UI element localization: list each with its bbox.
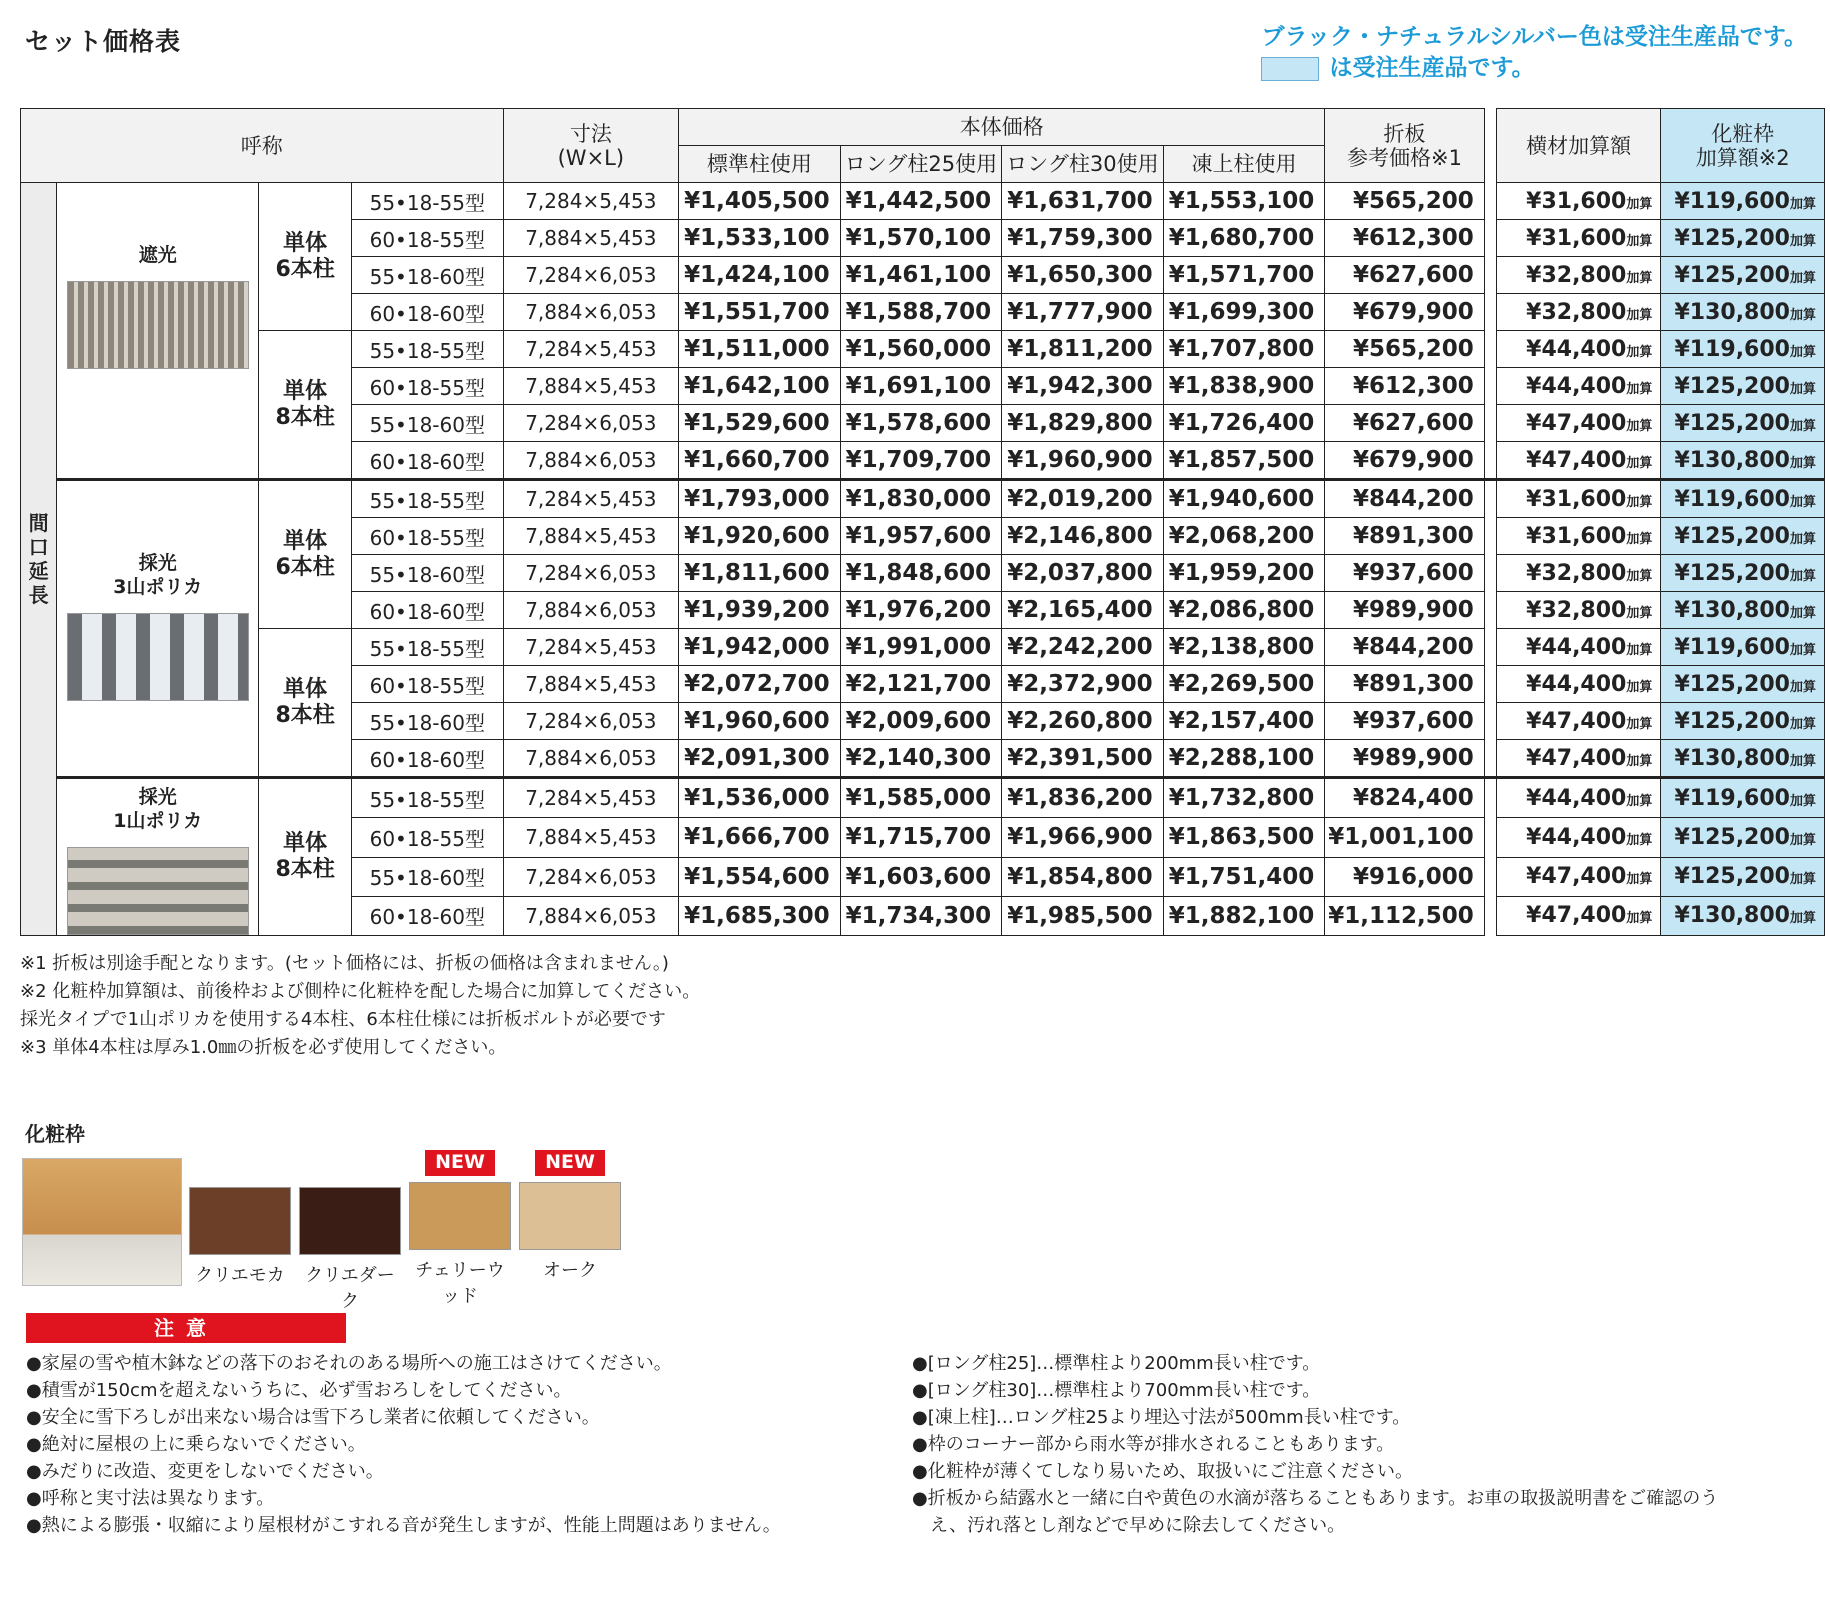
price-std: ¥1,811,600: [679, 555, 841, 592]
price-std: ¥2,072,700: [679, 666, 841, 703]
caution-label: 注意: [26, 1313, 346, 1343]
beam-add: ¥31,600加算: [1496, 518, 1661, 555]
caution-item: ●化粧枠が薄くてしなり易いため、取扱いにご注意ください。: [912, 1461, 1413, 1482]
frame-add: ¥125,200加算: [1661, 555, 1825, 592]
price-long25: ¥1,588,700: [840, 294, 1002, 331]
size: 7,284×5,453: [503, 629, 679, 666]
price-long25: ¥1,991,000: [840, 629, 1002, 666]
frame-add: ¥119,600加算: [1661, 331, 1825, 368]
price-frost: ¥1,751,400: [1163, 857, 1325, 896]
price-long30: ¥1,631,700: [1002, 183, 1164, 220]
price-long30: ¥2,019,200: [1002, 480, 1164, 518]
price-std: ¥1,660,700: [679, 442, 841, 480]
price-fold: ¥679,900: [1325, 294, 1485, 331]
roof-image: [67, 613, 249, 701]
beam-add: ¥47,400加算: [1496, 857, 1661, 896]
price-frost: ¥2,138,800: [1163, 629, 1325, 666]
size: 7,884×5,453: [503, 666, 679, 703]
price-fold: ¥612,300: [1325, 220, 1485, 257]
beam-add: ¥31,600加算: [1496, 183, 1661, 220]
roof-type-label: 遮光: [138, 244, 177, 266]
table-gap: [1484, 220, 1496, 257]
model: 55•18-60型: [352, 703, 503, 740]
post-count: 単体 8本柱: [259, 331, 352, 480]
beam-add: ¥44,400加算: [1496, 778, 1661, 818]
beam-add: ¥32,800加算: [1496, 592, 1661, 629]
swatch-label: チェリーウッド: [415, 1260, 505, 1307]
post-count: 単体 6本柱: [259, 183, 352, 331]
color-chip: [409, 1182, 511, 1250]
price-long30: ¥2,165,400: [1002, 592, 1164, 629]
price-long30: ¥1,829,800: [1002, 405, 1164, 442]
model: 55•18-60型: [352, 857, 503, 896]
table-row: [21, 480, 1825, 518]
price-long25: ¥2,121,700: [840, 666, 1002, 703]
size: 7,284×6,053: [503, 703, 679, 740]
price-frost: ¥1,838,900: [1163, 368, 1325, 405]
model: 55•18-55型: [352, 480, 503, 518]
size: 7,284×6,053: [503, 555, 679, 592]
size: 7,284×6,053: [503, 405, 679, 442]
size: 7,884×5,453: [503, 220, 679, 257]
price-frost: ¥2,157,400: [1163, 703, 1325, 740]
model: 60•18-60型: [352, 896, 503, 935]
frame-add: ¥125,200加算: [1661, 666, 1825, 703]
roof-type: [57, 480, 259, 778]
footnote: ※3 単体4本柱は厚み1.0㎜の折板を必ず使用してください。: [20, 1037, 507, 1058]
model: 55•18-60型: [352, 405, 503, 442]
size: 7,284×5,453: [503, 183, 679, 220]
caution-item: ●みだりに改造、変更をしないでください。: [26, 1461, 384, 1482]
table-row: [21, 629, 1825, 666]
price-long30: ¥2,146,800: [1002, 518, 1164, 555]
header-size: 寸法 (W×L): [503, 109, 679, 183]
price-std: ¥1,642,100: [679, 368, 841, 405]
table-gap: [1484, 518, 1496, 555]
caution-item: ●枠のコーナー部から雨水等が排水されることもあります。: [912, 1434, 1395, 1455]
swatch-label: クリエダーク: [305, 1265, 395, 1312]
price-long25: ¥1,734,300: [840, 896, 1002, 935]
caution-list-right: [912, 1350, 1792, 1539]
frame-add: ¥125,200加算: [1661, 405, 1825, 442]
swatch-label: オーク: [543, 1260, 597, 1281]
table-gap: [1484, 368, 1496, 405]
frame-add: ¥130,800加算: [1661, 592, 1825, 629]
price-long25: ¥2,140,300: [840, 740, 1002, 778]
table-gap: [1484, 109, 1496, 183]
price-std: ¥1,405,500: [679, 183, 841, 220]
price-fold: ¥989,900: [1325, 740, 1485, 778]
model: 60•18-60型: [352, 592, 503, 629]
price-frost: ¥1,959,200: [1163, 555, 1325, 592]
model: 60•18-60型: [352, 740, 503, 778]
table-gap: [1484, 818, 1496, 857]
new-badge: NEW: [535, 1150, 605, 1176]
price-frost: ¥1,863,500: [1163, 818, 1325, 857]
price-long30: ¥1,759,300: [1002, 220, 1164, 257]
roof-type-label: 採光: [138, 786, 177, 808]
roof-type: [57, 778, 259, 936]
price-long25: ¥1,848,600: [840, 555, 1002, 592]
beam-add: ¥44,400加算: [1496, 666, 1661, 703]
price-long30: ¥1,836,200: [1002, 778, 1164, 818]
price-std: ¥1,424,100: [679, 257, 841, 294]
color-chip: [189, 1187, 291, 1255]
price-frost: ¥1,732,800: [1163, 778, 1325, 818]
price-long30: ¥1,985,500: [1002, 896, 1164, 935]
beam-add: ¥47,400加算: [1496, 703, 1661, 740]
price-long30: ¥1,942,300: [1002, 368, 1164, 405]
header-long25: ロング柱25使用: [840, 146, 1002, 183]
frame-add: ¥125,200加算: [1661, 257, 1825, 294]
side-label: 間 口 延 長: [21, 183, 57, 936]
price-fold: ¥612,300: [1325, 368, 1485, 405]
table-gap: [1484, 778, 1496, 818]
table-gap: [1484, 183, 1496, 220]
price-fold: ¥844,200: [1325, 629, 1485, 666]
price-frost: ¥1,707,800: [1163, 331, 1325, 368]
caution-item: ●安全に雪下ろしが出来ない場合は雪下ろし業者に依頼してください。: [26, 1407, 600, 1428]
price-frost: ¥1,553,100: [1163, 183, 1325, 220]
caution-item: ●家屋の雪や植木鉢などの落下のおそれのある場所への施工はさけてください。: [26, 1353, 672, 1374]
roof-image: [67, 847, 249, 935]
price-long30: ¥2,037,800: [1002, 555, 1164, 592]
price-std: ¥1,511,000: [679, 331, 841, 368]
size: 7,284×5,453: [503, 778, 679, 818]
roof-type-sub: 3山ポリカ: [113, 576, 203, 598]
roof-type-sub: 1山ポリカ: [113, 810, 203, 832]
size: 7,284×6,053: [503, 857, 679, 896]
frame-sample-image: [22, 1158, 182, 1286]
beam-add: ¥47,400加算: [1496, 442, 1661, 480]
price-long30: ¥2,260,800: [1002, 703, 1164, 740]
price-fold: ¥679,900: [1325, 442, 1485, 480]
table-gap: [1484, 703, 1496, 740]
price-fold: ¥565,200: [1325, 183, 1485, 220]
table-row: [21, 778, 1825, 818]
price-std: ¥1,536,000: [679, 778, 841, 818]
table-gap: [1484, 257, 1496, 294]
price-long30: ¥1,650,300: [1002, 257, 1164, 294]
swatch-item: [408, 1150, 512, 1313]
set-price-table: [20, 108, 1825, 936]
table-gap: [1484, 857, 1496, 896]
price-std: ¥1,554,600: [679, 857, 841, 896]
price-fold: ¥891,300: [1325, 666, 1485, 703]
footnotes: [20, 950, 700, 1062]
frame-add: ¥119,600加算: [1661, 629, 1825, 666]
frame-add: ¥119,600加算: [1661, 778, 1825, 818]
price-frost: ¥2,288,100: [1163, 740, 1325, 778]
table-gap: [1484, 666, 1496, 703]
frame-add: ¥125,200加算: [1661, 818, 1825, 857]
roof-image: [67, 281, 249, 369]
caution-item: ●積雪が150cmを超えないうちに、必ず雪おろしをしてください。: [26, 1380, 572, 1401]
frame-add: ¥125,200加算: [1661, 703, 1825, 740]
price-fold: ¥627,600: [1325, 405, 1485, 442]
size: 7,884×5,453: [503, 368, 679, 405]
model: 60•18-60型: [352, 294, 503, 331]
beam-add: ¥31,600加算: [1496, 220, 1661, 257]
caution-item: ●折板から結露水と一緒に白や黄色の水滴が落ちることもあります。お車の取扱説明書をご確認のう: [912, 1488, 1719, 1509]
model: 60•18-60型: [352, 442, 503, 480]
size: 7,284×5,453: [503, 331, 679, 368]
size: 7,884×6,053: [503, 294, 679, 331]
beam-add: ¥32,800加算: [1496, 555, 1661, 592]
model: 55•18-55型: [352, 183, 503, 220]
caution-item: ●[ロング柱25]…標準柱より200mm長い柱です。: [912, 1353, 1321, 1374]
price-std: ¥1,685,300: [679, 896, 841, 935]
made-to-order-note: [1261, 22, 1807, 84]
size: 7,284×6,053: [503, 257, 679, 294]
frame-add: ¥125,200加算: [1661, 518, 1825, 555]
price-long30: ¥1,854,800: [1002, 857, 1164, 896]
model: 55•18-55型: [352, 629, 503, 666]
price-frost: ¥1,699,300: [1163, 294, 1325, 331]
price-long30: ¥1,966,900: [1002, 818, 1164, 857]
price-fold: ¥844,200: [1325, 480, 1485, 518]
beam-add: ¥44,400加算: [1496, 629, 1661, 666]
price-long25: ¥1,691,100: [840, 368, 1002, 405]
frame-add: ¥125,200加算: [1661, 857, 1825, 896]
beam-add: ¥47,400加算: [1496, 405, 1661, 442]
price-long25: ¥1,603,600: [840, 857, 1002, 896]
table-row: [21, 331, 1825, 368]
price-long30: ¥1,960,900: [1002, 442, 1164, 480]
frame-add: ¥125,200加算: [1661, 220, 1825, 257]
table-gap: [1484, 331, 1496, 368]
price-frost: ¥2,086,800: [1163, 592, 1325, 629]
model: 60•18-55型: [352, 666, 503, 703]
price-long25: ¥1,976,200: [840, 592, 1002, 629]
caution-item: ●熱による膨張・収縮により屋根材がこすれる音が発生しますが、性能上問題はありません。: [26, 1515, 781, 1536]
price-std: ¥1,942,000: [679, 629, 841, 666]
footnote: ※1 折板は別途手配となります。(セット価格には、折板の価格は含まれません。): [20, 953, 669, 974]
model: 55•18-55型: [352, 778, 503, 818]
price-frost: ¥1,940,600: [1163, 480, 1325, 518]
caution-item: ●絶対に屋根の上に乗らないでください。: [26, 1434, 366, 1455]
post-count: 単体 8本柱: [259, 778, 352, 936]
model: 60•18-55型: [352, 220, 503, 257]
beam-add: ¥44,400加算: [1496, 368, 1661, 405]
price-fold: ¥824,400: [1325, 778, 1485, 818]
price-frost: ¥1,680,700: [1163, 220, 1325, 257]
caution-item: ●呼称と実寸法は異なります。: [26, 1488, 275, 1509]
color-chip: [299, 1187, 401, 1255]
price-fold: ¥1,001,100: [1325, 818, 1485, 857]
frame-add: ¥125,200加算: [1661, 368, 1825, 405]
price-fold: ¥565,200: [1325, 331, 1485, 368]
table-row: [21, 183, 1825, 220]
price-fold: ¥1,112,500: [1325, 896, 1485, 935]
frame-add: ¥119,600加算: [1661, 183, 1825, 220]
price-long25: ¥1,830,000: [840, 480, 1002, 518]
header-body-price: 本体価格: [679, 109, 1325, 146]
table-gap: [1484, 896, 1496, 935]
price-long25: ¥1,560,000: [840, 331, 1002, 368]
price-long25: ¥1,570,100: [840, 220, 1002, 257]
size: 7,884×6,053: [503, 896, 679, 935]
size: 7,884×6,053: [503, 592, 679, 629]
price-frost: ¥2,269,500: [1163, 666, 1325, 703]
header-std: 標準柱使用: [679, 146, 841, 183]
table-gap: [1484, 740, 1496, 778]
price-frost: ¥1,726,400: [1163, 405, 1325, 442]
header-name: 呼称: [21, 109, 504, 183]
table-gap: [1484, 294, 1496, 331]
price-long25: ¥1,709,700: [840, 442, 1002, 480]
price-long25: ¥1,957,600: [840, 518, 1002, 555]
beam-add: ¥47,400加算: [1496, 896, 1661, 935]
footnote: 採光タイプで1山ポリカを使用する4本柱、6本柱仕様には折板ボルトが必要です: [20, 1009, 666, 1030]
roof-type: [57, 183, 259, 480]
price-std: ¥1,793,000: [679, 480, 841, 518]
price-long30: ¥1,777,900: [1002, 294, 1164, 331]
price-long25: ¥1,442,500: [840, 183, 1002, 220]
order-note-line2: は受注生産品です。: [1329, 55, 1535, 81]
size: 7,884×5,453: [503, 518, 679, 555]
swatch-item: [518, 1150, 622, 1313]
price-frost: ¥2,068,200: [1163, 518, 1325, 555]
caution-list-left: [26, 1350, 781, 1539]
swatch-item: [188, 1150, 292, 1313]
post-count: 単体 8本柱: [259, 629, 352, 778]
header-long30: ロング柱30使用: [1002, 146, 1164, 183]
model: 55•18-60型: [352, 257, 503, 294]
table-gap: [1484, 555, 1496, 592]
price-std: ¥1,551,700: [679, 294, 841, 331]
price-fold: ¥937,600: [1325, 703, 1485, 740]
order-note-line1: ブラック・ナチュラルシルバー色は受注生産品です。: [1261, 24, 1807, 50]
caution-item: え、汚れ落とし剤などで早めに除去してください。: [912, 1515, 1346, 1536]
price-std: ¥1,666,700: [679, 818, 841, 857]
price-fold: ¥916,000: [1325, 857, 1485, 896]
price-fold: ¥627,600: [1325, 257, 1485, 294]
size: 7,884×6,053: [503, 442, 679, 480]
price-std: ¥1,939,200: [679, 592, 841, 629]
header-frost: 凍上柱使用: [1163, 146, 1325, 183]
price-frost: ¥1,857,500: [1163, 442, 1325, 480]
table-gap: [1484, 480, 1496, 518]
price-long25: ¥2,009,600: [840, 703, 1002, 740]
table-gap: [1484, 629, 1496, 666]
header-fold: 折板 参考価格※1: [1325, 109, 1485, 183]
footnote: ※2 化粧枠加算額は、前後枠および側枠に化粧枠を配した場合に加算してください。: [20, 981, 701, 1002]
price-fold: ¥937,600: [1325, 555, 1485, 592]
price-std: ¥1,960,600: [679, 703, 841, 740]
size: 7,884×5,453: [503, 818, 679, 857]
price-long30: ¥2,391,500: [1002, 740, 1164, 778]
swatch-label: クリエモカ: [195, 1265, 285, 1286]
frame-add: ¥130,800加算: [1661, 740, 1825, 778]
price-long25: ¥1,578,600: [840, 405, 1002, 442]
price-std: ¥1,529,600: [679, 405, 841, 442]
table-gap: [1484, 405, 1496, 442]
beam-add: ¥31,600加算: [1496, 480, 1661, 518]
beam-add: ¥47,400加算: [1496, 740, 1661, 778]
caution-item: ●[凍上柱]…ロング柱25より埋込寸法が500mm長い柱です。: [912, 1407, 1411, 1428]
frame-section-title: 化粧枠: [25, 1122, 85, 1146]
post-count: 単体 6本柱: [259, 480, 352, 629]
price-fold: ¥891,300: [1325, 518, 1485, 555]
frame-swatches: [188, 1150, 622, 1313]
size: 7,284×5,453: [503, 480, 679, 518]
frame-add: ¥119,600加算: [1661, 480, 1825, 518]
model: 60•18-55型: [352, 818, 503, 857]
header-beam: 横材加算額: [1496, 109, 1661, 183]
table-gap: [1484, 592, 1496, 629]
price-long30: ¥1,811,200: [1002, 331, 1164, 368]
beam-add: ¥32,800加算: [1496, 257, 1661, 294]
frame-add: ¥130,800加算: [1661, 442, 1825, 480]
roof-type-label: 採光: [138, 552, 177, 574]
price-std: ¥1,533,100: [679, 220, 841, 257]
color-chip: [519, 1182, 621, 1250]
made-to-order-legend-swatch: [1261, 57, 1319, 81]
page-title: セット価格表: [25, 27, 182, 56]
price-std: ¥2,091,300: [679, 740, 841, 778]
model: 60•18-55型: [352, 518, 503, 555]
price-long25: ¥1,461,100: [840, 257, 1002, 294]
table-gap: [1484, 442, 1496, 480]
new-badge: NEW: [425, 1150, 495, 1176]
frame-add: ¥130,800加算: [1661, 294, 1825, 331]
price-long30: ¥2,372,900: [1002, 666, 1164, 703]
beam-add: ¥44,400加算: [1496, 331, 1661, 368]
frame-add: ¥130,800加算: [1661, 896, 1825, 935]
price-fold: ¥989,900: [1325, 592, 1485, 629]
model: 55•18-60型: [352, 555, 503, 592]
price-long30: ¥2,242,200: [1002, 629, 1164, 666]
header-frame: 化粧枠 加算額※2: [1661, 109, 1825, 183]
beam-add: ¥32,800加算: [1496, 294, 1661, 331]
caution-item: ●[ロング柱30]…標準柱より700mm長い柱です。: [912, 1380, 1321, 1401]
model: 60•18-55型: [352, 368, 503, 405]
size: 7,884×6,053: [503, 740, 679, 778]
price-long25: ¥1,585,000: [840, 778, 1002, 818]
price-frost: ¥1,882,100: [1163, 896, 1325, 935]
price-long25: ¥1,715,700: [840, 818, 1002, 857]
price-frost: ¥1,571,700: [1163, 257, 1325, 294]
price-std: ¥1,920,600: [679, 518, 841, 555]
beam-add: ¥44,400加算: [1496, 818, 1661, 857]
swatch-item: [298, 1150, 402, 1313]
model: 55•18-55型: [352, 331, 503, 368]
